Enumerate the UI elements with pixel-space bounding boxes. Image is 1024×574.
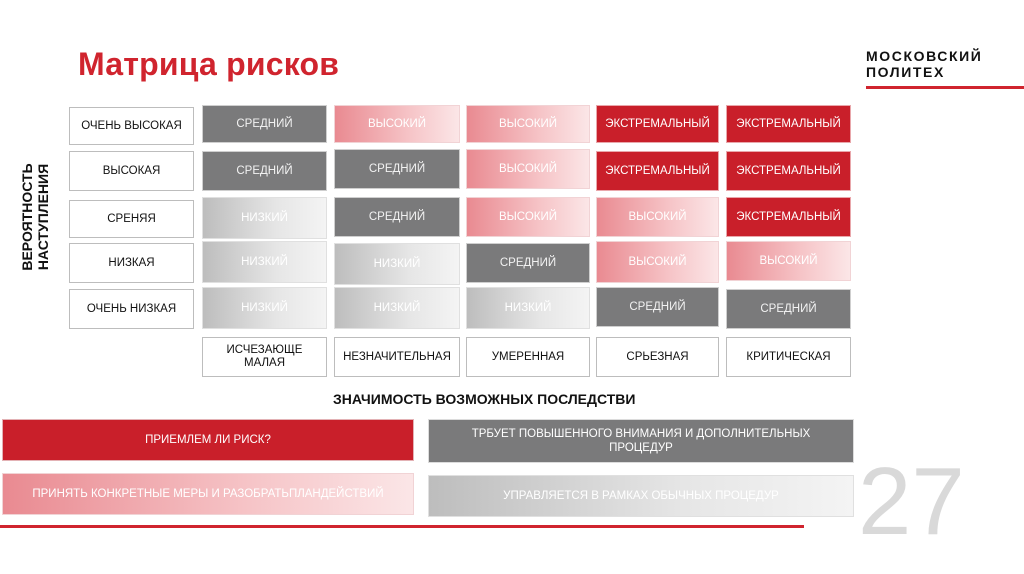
legend-medium: ТРБУЕТ ПОВЫШЕННОГО ВНИМАНИЯ И ДОПОЛНИТЕЛЬНЫХ ПРОЦЕДУР	[428, 419, 854, 463]
matrix-cell: СРЕДНИЙ	[202, 105, 327, 143]
y-axis-label	[15, 150, 55, 284]
slide-title: Матрица рисков	[78, 46, 340, 82]
x-axis-label: ЗНАЧИМОСТЬ ВОЗМОЖНЫХ ПОСЛЕДСТВИ	[333, 391, 636, 407]
matrix-cell: ВЫСОКИЙ	[466, 105, 590, 143]
bottom-accent-line	[0, 525, 804, 528]
matrix-cell: НИЗКИЙ	[202, 241, 327, 283]
matrix-cell: ЭКСТРЕМАЛЬНЫЙ	[726, 151, 851, 191]
matrix-cell: СРЕДНИЙ	[726, 289, 851, 329]
matrix-cell: НИЗКИЙ	[334, 243, 460, 285]
matrix-cell: НИЗКИЙ	[466, 287, 590, 329]
matrix-cell: ВЫСОКИЙ	[596, 241, 719, 283]
column-label-critical: КРИТИЧЕСКАЯ	[726, 337, 851, 377]
matrix-cell: ВЫСОКИЙ	[466, 197, 590, 237]
row-label-very-high: ОЧЕНЬ ВЫСОКАЯ	[69, 107, 194, 145]
matrix-cell: ЭКСТРЕМАЛЬНЫЙ	[726, 197, 851, 237]
logo-underline	[866, 86, 1024, 89]
matrix-cell: СРЕДНИЙ	[334, 149, 460, 189]
row-label-low: НИЗКАЯ	[69, 243, 194, 283]
legend-low: УПРАВЛЯЕТСЯ В РАМКАХ ОБЫЧНЫХ ПРОЦЕДУР	[428, 475, 854, 517]
matrix-cell: ВЫСОКИЙ	[334, 105, 460, 143]
matrix-cell: ЭКСТРЕМАЛЬНЫЙ	[596, 105, 719, 143]
matrix-cell: ВЫСОКИЙ	[466, 149, 590, 189]
column-label-negligible: ИСЧЕЗАЮЩЕ МАЛАЯ	[202, 337, 327, 377]
logo-line-2: ПОЛИТЕХ	[866, 64, 945, 80]
legend-extreme: ПРИЕМЛЕМ ЛИ РИСК?	[2, 419, 414, 461]
matrix-cell: НИЗКИЙ	[202, 197, 327, 239]
column-label-minor: НЕЗНАЧИТЕЛЬНАЯ	[334, 337, 460, 377]
page-number: 27	[858, 448, 965, 555]
matrix-cell: ЭКСТРЕМАЛЬНЫЙ	[726, 105, 851, 143]
matrix-cell: ЭКСТРЕМАЛЬНЫЙ	[596, 151, 719, 191]
matrix-cell: НИЗКИЙ	[334, 287, 460, 329]
row-label-very-low: ОЧЕНЬ НИЗКАЯ	[69, 289, 194, 329]
legend-high: ПРИНЯТЬ КОНКРЕТНЫЕ МЕРЫ И РАЗОБРАТЬПЛАНДЕЙСТВИЙ	[2, 473, 414, 515]
matrix-cell: СРЕДНИЙ	[466, 243, 590, 283]
matrix-cell: НИЗКИЙ	[202, 287, 327, 329]
row-label-high: ВЫСОКАЯ	[69, 151, 194, 191]
y-axis-label-line-1: ВЕРОЯТНОСТЬ	[19, 163, 35, 271]
y-axis-label-line-2: НАСТУПЛЕНИЯ	[35, 163, 51, 271]
matrix-cell: ВЫСОКИЙ	[726, 241, 851, 281]
column-label-moderate: УМЕРЕННАЯ	[466, 337, 590, 377]
moscow-polytech-logo	[866, 48, 1016, 80]
matrix-cell: СРЕДНИЙ	[334, 197, 460, 237]
matrix-cell: СРЕДНИЙ	[202, 151, 327, 191]
row-label-medium: СРЕНЯЯ	[69, 200, 194, 238]
logo-line-1: МОСКОВСКИЙ	[866, 48, 983, 64]
matrix-cell: ВЫСОКИЙ	[596, 197, 719, 237]
matrix-cell: СРЕДНИЙ	[596, 287, 719, 327]
column-label-serious: СРЬЕЗНАЯ	[596, 337, 719, 377]
